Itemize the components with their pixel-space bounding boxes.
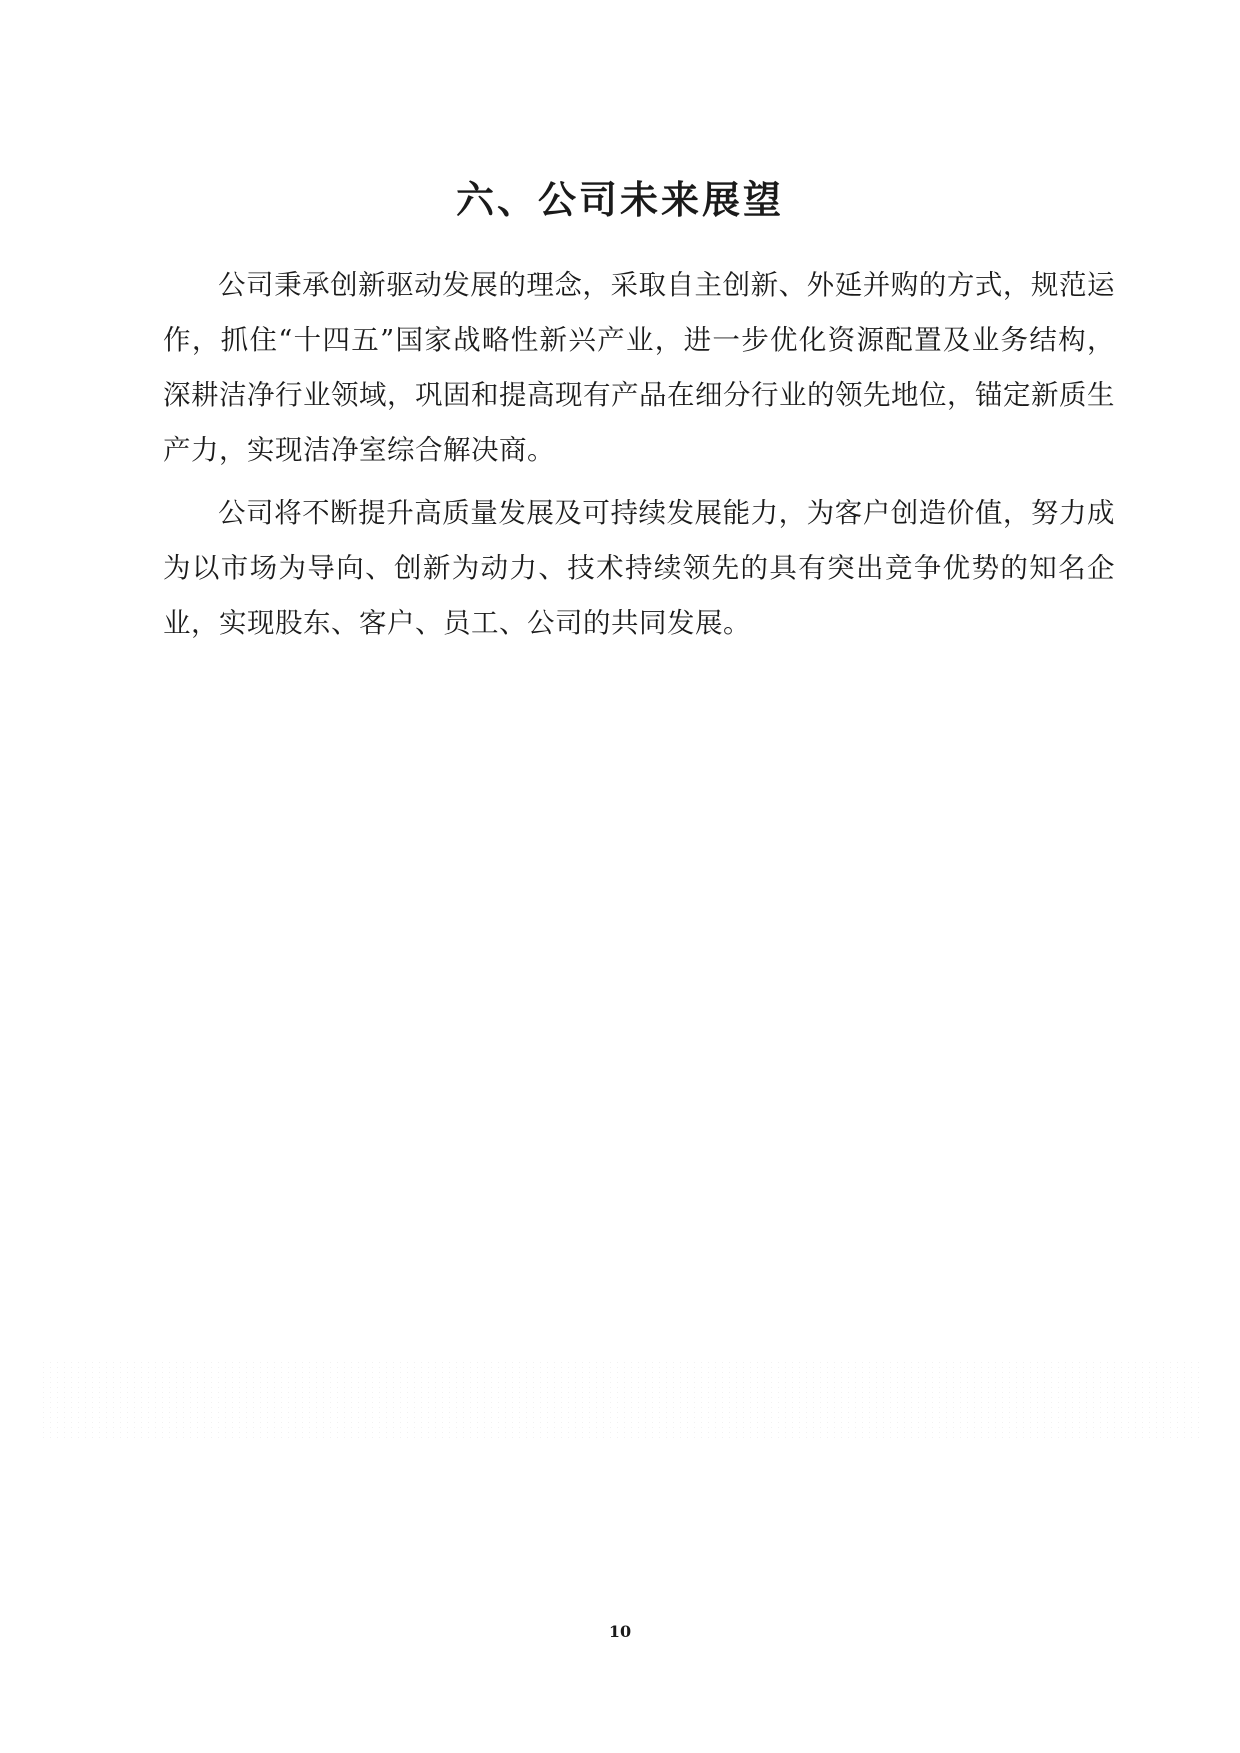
body-text — [163, 258, 1115, 659]
paragraph-1: 公司秉承创新驱动发展的理念，采取自主创新、外延并购的方式，规范运作，抓住“十四五”国家战略性新兴产业，进一步优化资源配置及业务结构，深耕洁净行业领域，巩固和提高现有产品在细分行业的领先地位，锚定新质生产力，实现洁净室综合解决商。 — [163, 269, 1115, 466]
page-number: 10 — [608, 1622, 632, 1641]
section-title: 六、公司未来展望 — [455, 178, 784, 222]
paragraph-2: 公司将不断提升高质量发展及可持续发展能力，为客户创造价值，努力成为以市场为导向、创新为动力、技术持续领先的具有突出竞争优势的知名企业，实现股东、客户、员工、公司的共同发展。 — [163, 497, 1115, 639]
scan-noise — [40, 1360, 1200, 1440]
